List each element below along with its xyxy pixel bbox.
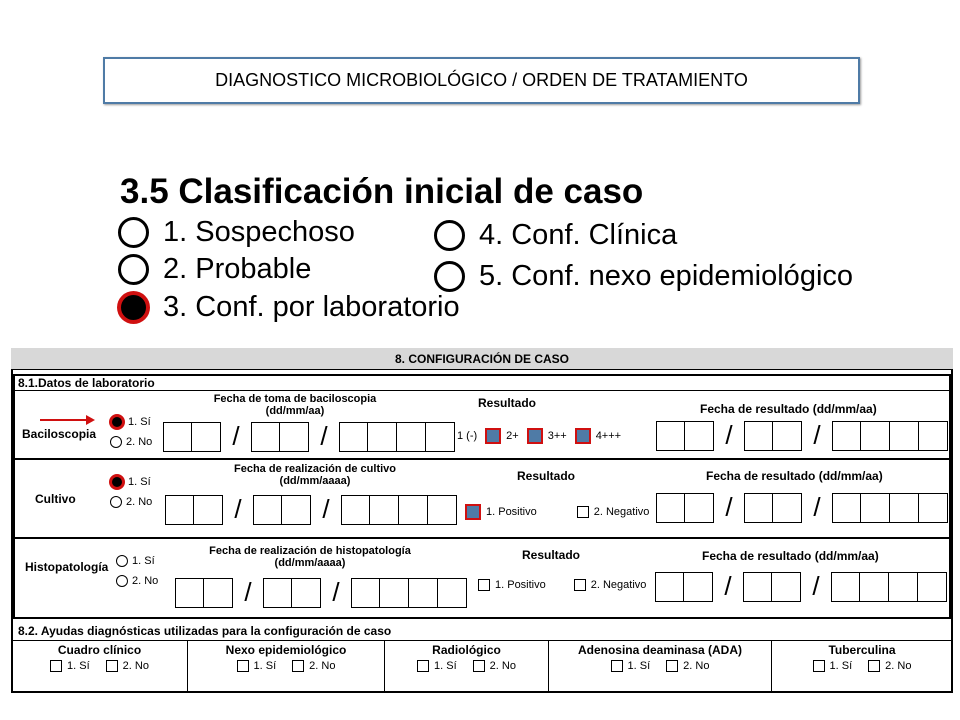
baciloscopia-date-input[interactable] bbox=[163, 421, 455, 452]
date-label-line2: (dd/mm/aaaa) bbox=[279, 475, 351, 487]
result-neg[interactable] bbox=[457, 430, 477, 442]
checkbox-icon[interactable] bbox=[577, 506, 589, 518]
aid-yes[interactable] bbox=[611, 660, 651, 672]
result-label: 1 (-) bbox=[457, 430, 478, 442]
cultivo-result-date-label: Fecha de resultado (dd/mm/aa) bbox=[706, 469, 883, 483]
digit-box[interactable] bbox=[773, 493, 802, 523]
digit-box[interactable] bbox=[743, 572, 772, 602]
aid-label: Radiológico bbox=[432, 643, 501, 657]
digit-box[interactable] bbox=[438, 578, 467, 608]
histopatologia-date-input[interactable] bbox=[175, 577, 467, 608]
digit-box[interactable] bbox=[204, 578, 233, 608]
classification-option-2[interactable] bbox=[118, 251, 311, 287]
classification-option-4[interactable] bbox=[434, 217, 677, 253]
digit-box[interactable] bbox=[397, 422, 426, 452]
histopatologia-result-options bbox=[478, 579, 646, 591]
digit-box[interactable] bbox=[192, 422, 221, 452]
aid-option-label: 1. Sí bbox=[253, 660, 277, 672]
digit-box[interactable] bbox=[426, 422, 455, 452]
radio-filled-icon[interactable] bbox=[118, 292, 149, 323]
radio-icon[interactable] bbox=[110, 496, 122, 508]
date-label-line2: (dd/mm/aaaa) bbox=[274, 557, 346, 569]
aid-tuberculina bbox=[772, 643, 952, 672]
checkbox-icon[interactable] bbox=[574, 579, 586, 591]
baciloscopia-no[interactable] bbox=[110, 432, 152, 452]
date-label-line2: (dd/mm/aa) bbox=[265, 405, 325, 417]
histopatologia-yes[interactable] bbox=[116, 551, 158, 571]
digit-box[interactable] bbox=[194, 495, 223, 525]
digit-box[interactable] bbox=[163, 422, 192, 452]
digit-box[interactable] bbox=[165, 495, 194, 525]
result-label: 2. Negativo bbox=[593, 506, 650, 518]
aid-cuadro-clinico bbox=[12, 643, 187, 672]
aid-option-label: 2. No bbox=[309, 660, 336, 672]
digit-box[interactable] bbox=[890, 493, 919, 523]
arrow-right-icon bbox=[40, 413, 95, 427]
classification-title: 3.5 Clasificación inicial de caso bbox=[120, 172, 644, 211]
baciloscopia-yes[interactable] bbox=[110, 412, 152, 432]
radio-icon[interactable] bbox=[116, 555, 128, 567]
radio-circle-icon[interactable] bbox=[118, 217, 149, 248]
aid-option-label: 2. No bbox=[122, 660, 149, 672]
classification-option-3[interactable] bbox=[118, 289, 460, 325]
option-label: 4. Conf. Clínica bbox=[479, 218, 678, 251]
digit-box[interactable] bbox=[890, 421, 919, 451]
aid-option-label: 2. No bbox=[489, 660, 516, 672]
digit-box[interactable] bbox=[380, 578, 409, 608]
slash-separator: / bbox=[320, 421, 328, 451]
digit-box[interactable] bbox=[889, 572, 918, 602]
cultivo-no[interactable] bbox=[110, 492, 152, 512]
slash-separator: / bbox=[244, 577, 252, 607]
digit-box[interactable] bbox=[744, 493, 773, 523]
digit-box[interactable] bbox=[919, 421, 948, 451]
digit-box[interactable] bbox=[655, 572, 684, 602]
aid-no[interactable] bbox=[666, 660, 709, 672]
aid-label: Nexo epidemiológico bbox=[225, 643, 347, 657]
digit-box[interactable] bbox=[175, 578, 204, 608]
result-3plus[interactable] bbox=[527, 428, 567, 444]
slash-separator: / bbox=[332, 577, 340, 607]
radio-label: 2. No bbox=[132, 575, 159, 587]
date-label-line1: Fecha de realización de histopatología bbox=[209, 545, 411, 557]
result-4plus[interactable] bbox=[575, 428, 621, 444]
result-label: 1. Positivo bbox=[486, 506, 537, 518]
radio-label: 1. Sí bbox=[132, 555, 155, 567]
divider bbox=[11, 640, 953, 641]
checkbox-icon[interactable] bbox=[237, 660, 249, 672]
digit-box[interactable] bbox=[280, 422, 309, 452]
classification-option-5[interactable] bbox=[434, 258, 853, 294]
checkbox-icon[interactable] bbox=[106, 660, 118, 672]
radio-label: 1. Sí bbox=[128, 476, 151, 488]
histopatologia-result-date-input[interactable] bbox=[655, 571, 947, 602]
checkbox-icon[interactable] bbox=[813, 660, 825, 672]
digit-box[interactable] bbox=[282, 495, 311, 525]
aid-label: Cuadro clínico bbox=[57, 643, 142, 657]
digit-box[interactable] bbox=[772, 572, 801, 602]
baciloscopia-result-date-input[interactable] bbox=[656, 420, 948, 451]
date-label-line1: Fecha de realización de cultivo bbox=[234, 463, 396, 475]
aid-option-label: 2. No bbox=[683, 660, 710, 672]
cultivo-result-options bbox=[465, 504, 649, 520]
option-label: 3. Conf. por laboratorio bbox=[163, 290, 460, 323]
aid-option-label: 1. Sí bbox=[829, 660, 853, 672]
checkbox-checked-icon[interactable] bbox=[465, 504, 481, 520]
histopatologia-radio-group bbox=[116, 551, 158, 591]
radio-selected-icon[interactable] bbox=[110, 475, 124, 489]
digit-box[interactable] bbox=[351, 578, 380, 608]
histopatologia-positive[interactable] bbox=[478, 579, 546, 591]
option-label: 2. Probable bbox=[163, 252, 312, 285]
digit-box[interactable] bbox=[292, 578, 321, 608]
checkbox-icon[interactable] bbox=[478, 579, 490, 591]
histopatologia-negative[interactable] bbox=[574, 579, 647, 591]
slash-separator: / bbox=[234, 494, 242, 524]
slash-separator: / bbox=[813, 420, 821, 450]
digit-box[interactable] bbox=[339, 422, 368, 452]
histopatologia-result-date-label: Fecha de resultado (dd/mm/aa) bbox=[702, 549, 879, 563]
radio-circle-icon[interactable] bbox=[434, 220, 465, 251]
aid-option-label: 2. No bbox=[885, 660, 912, 672]
radio-circle-icon[interactable] bbox=[118, 254, 149, 285]
digit-box[interactable] bbox=[918, 572, 947, 602]
slash-separator: / bbox=[232, 421, 240, 451]
baciloscopia-result-options bbox=[457, 428, 621, 444]
result-label: 4+++ bbox=[595, 430, 622, 442]
digit-box[interactable] bbox=[368, 422, 397, 452]
checkbox-icon[interactable] bbox=[666, 660, 678, 672]
slash-separator: / bbox=[813, 492, 821, 522]
slash-separator: / bbox=[812, 571, 820, 601]
section-8-header bbox=[11, 348, 953, 370]
digit-box[interactable] bbox=[341, 495, 370, 525]
aid-option-label: 1. Sí bbox=[627, 660, 651, 672]
digit-box[interactable] bbox=[656, 493, 685, 523]
digit-box[interactable] bbox=[832, 493, 861, 523]
aid-nexo-epidemiologico bbox=[188, 643, 384, 672]
checkbox-checked-icon[interactable] bbox=[527, 428, 543, 444]
aid-yes[interactable] bbox=[417, 660, 457, 672]
cultivo-yes[interactable] bbox=[110, 472, 152, 492]
slash-separator: / bbox=[725, 492, 733, 522]
cultivo-result-label: Resultado bbox=[517, 469, 576, 483]
aid-label: Adenosina deaminasa (ADA) bbox=[577, 643, 743, 657]
slash-separator: / bbox=[724, 571, 732, 601]
checkbox-icon[interactable] bbox=[611, 660, 623, 672]
slash-separator: / bbox=[725, 420, 733, 450]
divider bbox=[13, 537, 951, 539]
aid-radiologico bbox=[385, 643, 548, 672]
result-label: 1. Positivo bbox=[495, 579, 546, 591]
digit-box[interactable] bbox=[861, 493, 890, 523]
baciloscopia-date-label bbox=[200, 393, 390, 417]
digit-box[interactable] bbox=[685, 421, 714, 451]
result-label: 2. Negativo bbox=[590, 579, 647, 591]
aid-ada bbox=[549, 643, 771, 672]
radio-circle-icon[interactable] bbox=[434, 261, 465, 292]
aid-no[interactable] bbox=[868, 660, 911, 672]
classification-option-1[interactable] bbox=[118, 214, 355, 250]
radio-icon[interactable] bbox=[110, 436, 122, 448]
cultivo-result-date-input[interactable] bbox=[656, 492, 948, 523]
checkbox-icon[interactable] bbox=[417, 660, 429, 672]
checkbox-icon[interactable] bbox=[50, 660, 62, 672]
aid-no[interactable] bbox=[473, 660, 516, 672]
checkbox-icon[interactable] bbox=[292, 660, 304, 672]
cultivo-positive[interactable] bbox=[465, 504, 537, 520]
divider bbox=[13, 390, 951, 391]
aid-option-label: 1. Sí bbox=[67, 660, 90, 672]
aid-yes[interactable] bbox=[50, 660, 90, 672]
digit-box[interactable] bbox=[409, 578, 438, 608]
result-label: 2+ bbox=[506, 430, 519, 442]
digit-box[interactable] bbox=[399, 495, 428, 525]
digit-box[interactable] bbox=[861, 421, 890, 451]
digit-box[interactable] bbox=[832, 421, 861, 451]
cultivo-date-input[interactable] bbox=[165, 494, 457, 525]
baciloscopia-result-label: Resultado bbox=[478, 396, 537, 410]
page-title-banner bbox=[103, 57, 860, 104]
result-2plus[interactable] bbox=[485, 428, 519, 444]
digit-box[interactable] bbox=[773, 421, 802, 451]
aid-label: Tuberculina bbox=[828, 643, 896, 657]
radio-label: 2. No bbox=[126, 496, 153, 508]
digit-box[interactable] bbox=[744, 421, 773, 451]
checkbox-icon[interactable] bbox=[868, 660, 880, 672]
histopatologia-date-label bbox=[205, 545, 415, 569]
baciloscopia-result-date-label: Fecha de resultado (dd/mm/aa) bbox=[700, 402, 877, 416]
cultivo-label: Cultivo bbox=[35, 492, 76, 506]
digit-box[interactable] bbox=[860, 572, 889, 602]
result-label: 3++ bbox=[547, 430, 567, 442]
cultivo-radio-group bbox=[110, 472, 152, 512]
baciloscopia-radio-group bbox=[110, 412, 152, 452]
aid-yes[interactable] bbox=[237, 660, 277, 672]
radio-label: 2. No bbox=[126, 436, 153, 448]
cultivo-negative[interactable] bbox=[577, 506, 650, 518]
option-label: 1. Sospechoso bbox=[163, 215, 355, 248]
section-8-title: 8. CONFIGURACIÓN DE CASO bbox=[394, 351, 569, 366]
option-label: 5. Conf. nexo epidemiológico bbox=[479, 259, 854, 292]
digit-box[interactable] bbox=[263, 578, 292, 608]
aid-option-label: 1. Sí bbox=[434, 660, 457, 672]
checkbox-checked-icon[interactable] bbox=[575, 428, 591, 444]
histopatologia-result-label: Resultado bbox=[522, 548, 581, 562]
radio-icon[interactable] bbox=[116, 575, 128, 587]
histopatologia-label: Histopatología bbox=[25, 560, 109, 574]
digit-box[interactable] bbox=[656, 421, 685, 451]
cultivo-date-label bbox=[220, 463, 410, 487]
aid-no[interactable] bbox=[292, 660, 335, 672]
checkbox-icon[interactable] bbox=[473, 660, 485, 672]
digit-box[interactable] bbox=[428, 495, 457, 525]
lab-data-title: 8.1.Datos de laboratorio bbox=[18, 376, 155, 390]
digit-box[interactable] bbox=[251, 422, 280, 452]
divider bbox=[13, 458, 951, 460]
page-title: DIAGNOSTICO MICROBIOLÓGICO / ORDEN DE TRATAMIENTO bbox=[215, 70, 748, 90]
date-label-line1: Fecha de toma de baciloscopia bbox=[213, 393, 377, 405]
digit-box[interactable] bbox=[684, 572, 713, 602]
histopatologia-no[interactable] bbox=[116, 571, 158, 591]
digit-box[interactable] bbox=[370, 495, 399, 525]
radio-label: 1. Sí bbox=[128, 416, 151, 428]
checkbox-checked-icon[interactable] bbox=[485, 428, 501, 444]
baciloscopia-label: Baciloscopia bbox=[22, 427, 97, 441]
digit-box[interactable] bbox=[831, 572, 860, 602]
aid-yes[interactable] bbox=[813, 660, 853, 672]
digit-box[interactable] bbox=[919, 493, 948, 523]
digit-box[interactable] bbox=[685, 493, 714, 523]
digit-box[interactable] bbox=[253, 495, 282, 525]
aids-title: 8.2. Ayudas diagnósticas utilizadas para la configuración de caso bbox=[18, 624, 392, 638]
slash-separator: / bbox=[322, 494, 330, 524]
radio-selected-icon[interactable] bbox=[110, 415, 124, 429]
aid-no[interactable] bbox=[106, 660, 149, 672]
